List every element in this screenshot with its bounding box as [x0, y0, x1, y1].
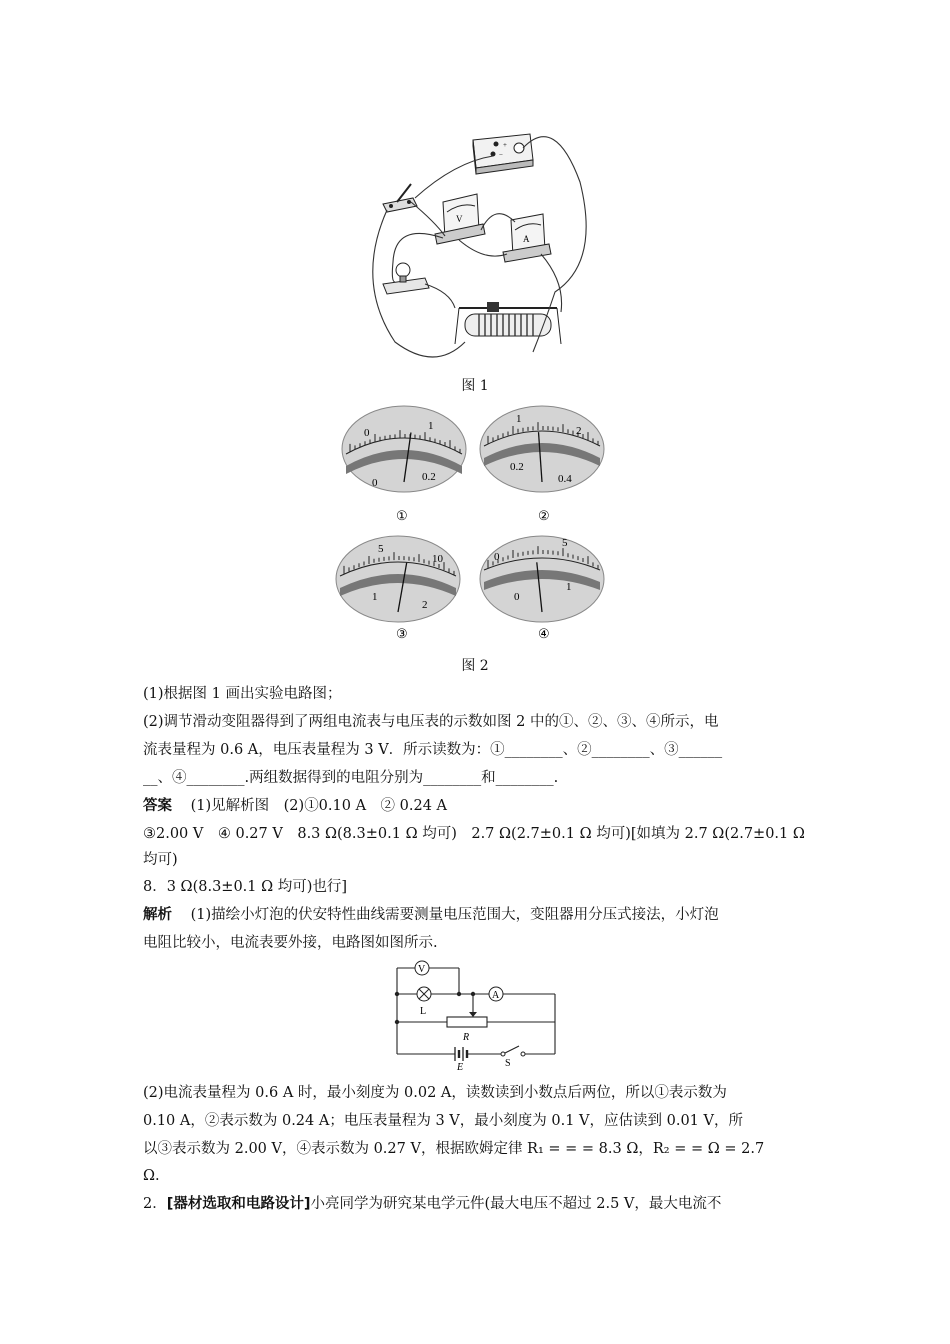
meter-3-label: ③: [396, 626, 408, 641]
answer-line4: 8．3 Ω(8.3±0.1 Ω 均可)也行]: [143, 879, 348, 895]
meter-2-upper-a: 1: [516, 413, 522, 425]
meter-2-lower-b: 0.4: [558, 473, 572, 485]
circuit-diagram: [383, 958, 563, 1070]
next-question-tag: [器材选取和电路设计]: [166, 1196, 311, 1212]
question-part2-line2: 流表量程为 0.6 A，电压表量程为 3 V．所示读数为：①________、②________、③______: [143, 742, 723, 758]
answer-line2: ③2.00 V ④ 0.27 V 8.3 Ω(8.3±0.1 Ω 均可) 2.7 Ω(2.7±0.1 Ω 均可)[如填为 2.7 Ω(2.7±0.1 Ω: [143, 826, 805, 842]
meter-4-lower-b: 1: [566, 581, 572, 593]
meter-4-label: ④: [538, 626, 550, 641]
rheostat: [455, 302, 561, 344]
svg-text:V: V: [456, 214, 463, 224]
switch-label: S: [505, 1058, 511, 1069]
analysis-line1: [143, 905, 719, 925]
svg-text:A: A: [492, 990, 500, 1001]
meter-1-upper-b: 1: [428, 420, 434, 432]
next-question-text: 小亮同学为研究某电学元件(最大电压不超过 2.5 V，最大电流不: [310, 1196, 722, 1212]
meter-1-upper-a: 0: [364, 427, 370, 439]
meter-3-lower-b: 2: [422, 599, 428, 611]
svg-text:V: V: [418, 964, 426, 975]
meter-2-upper-b: 2: [576, 425, 582, 437]
next-question: [143, 1194, 721, 1214]
meter-2-lower-a: 0.2: [510, 461, 524, 473]
figure1-apparatus: [355, 122, 595, 372]
analysis-label: 解析: [143, 907, 172, 923]
analysis-line2: 电阻比较小，电流表要外接，电路图如图所示.: [143, 935, 438, 951]
question-part2-line1: (2)调节滑动变阻器得到了两组电流表与电压表的示数如图 2 中的①、②、③、④所示，电: [143, 714, 719, 730]
answer-line1: [143, 796, 447, 816]
meter-3-lower-a: 1: [372, 591, 378, 603]
analysis-line3: (2)电流表量程为 0.6 A 时，最小刻度为 0.02 A，读数读到小数点后两位，所以①表示数为: [143, 1085, 727, 1101]
switch: [383, 184, 417, 212]
meter-4: [480, 536, 604, 622]
meter-1-lower-a: 0: [372, 477, 378, 489]
analysis-text: (1)描绘小灯泡的伏安特性曲线需要测量电压范围大，变阻器用分压式接法，小灯泡: [190, 907, 719, 923]
meter-4-lower-a: 0: [514, 591, 520, 603]
svg-text:L: L: [420, 1006, 427, 1017]
lamp: [383, 263, 429, 294]
meter-1-label: ①: [396, 508, 408, 523]
meter-1-lower-b: 0.2: [422, 471, 436, 483]
analysis-line4: 0.10 A，②表示数为 0.24 A；电压表量程为 3 V，最小刻度为 0.1 V，应估读到 0.01 V，所: [143, 1113, 743, 1129]
voltmeter-symbol: [415, 961, 429, 975]
svg-text:+: +: [503, 141, 507, 149]
analysis-line6: Ω.: [143, 1168, 160, 1184]
meter-1: [342, 406, 466, 492]
meter-3-upper-b: 10: [432, 553, 443, 565]
svg-text:A: A: [523, 234, 530, 244]
answer-line3: 均可): [143, 852, 178, 868]
ammeter: [503, 214, 551, 262]
meter-2: [480, 406, 604, 492]
lamp-symbol: [417, 987, 431, 1017]
meter-3-upper-a: 5: [378, 543, 384, 555]
meter-3: [336, 536, 460, 622]
battery-box: [473, 134, 533, 174]
figure2-meters: [330, 402, 620, 652]
voltmeter: [435, 194, 485, 244]
answer-label: 答案: [143, 798, 172, 814]
meter-4-upper-a: 0: [494, 551, 500, 563]
next-question-number: 2．: [143, 1196, 167, 1212]
answer-text: (1)见解析图 (2)①0.10 A ② 0.24 A: [190, 798, 448, 814]
question-part1: (1)根据图 1 画出实验电路图；: [143, 686, 342, 702]
battery-label: E: [457, 1062, 464, 1070]
ammeter-symbol: [489, 987, 503, 1001]
figure1-caption: 图 1: [461, 378, 489, 394]
svg-text:−: −: [499, 151, 503, 159]
meter-4-upper-b: 5: [562, 537, 568, 549]
question-part2-line3: __、④________.两组数据得到的电阻分别为________和________.: [143, 770, 559, 786]
rheostat-label: R: [463, 1032, 470, 1043]
figure2-caption: 图 2: [461, 658, 489, 674]
analysis-line5: 以③表示数为 2.00 V，④表示数为 0.27 V，根据欧姆定律 R₁ = = = 8.3 Ω，R₂ = = Ω = 2.7: [143, 1141, 765, 1157]
meter-2-label: ②: [538, 508, 550, 523]
